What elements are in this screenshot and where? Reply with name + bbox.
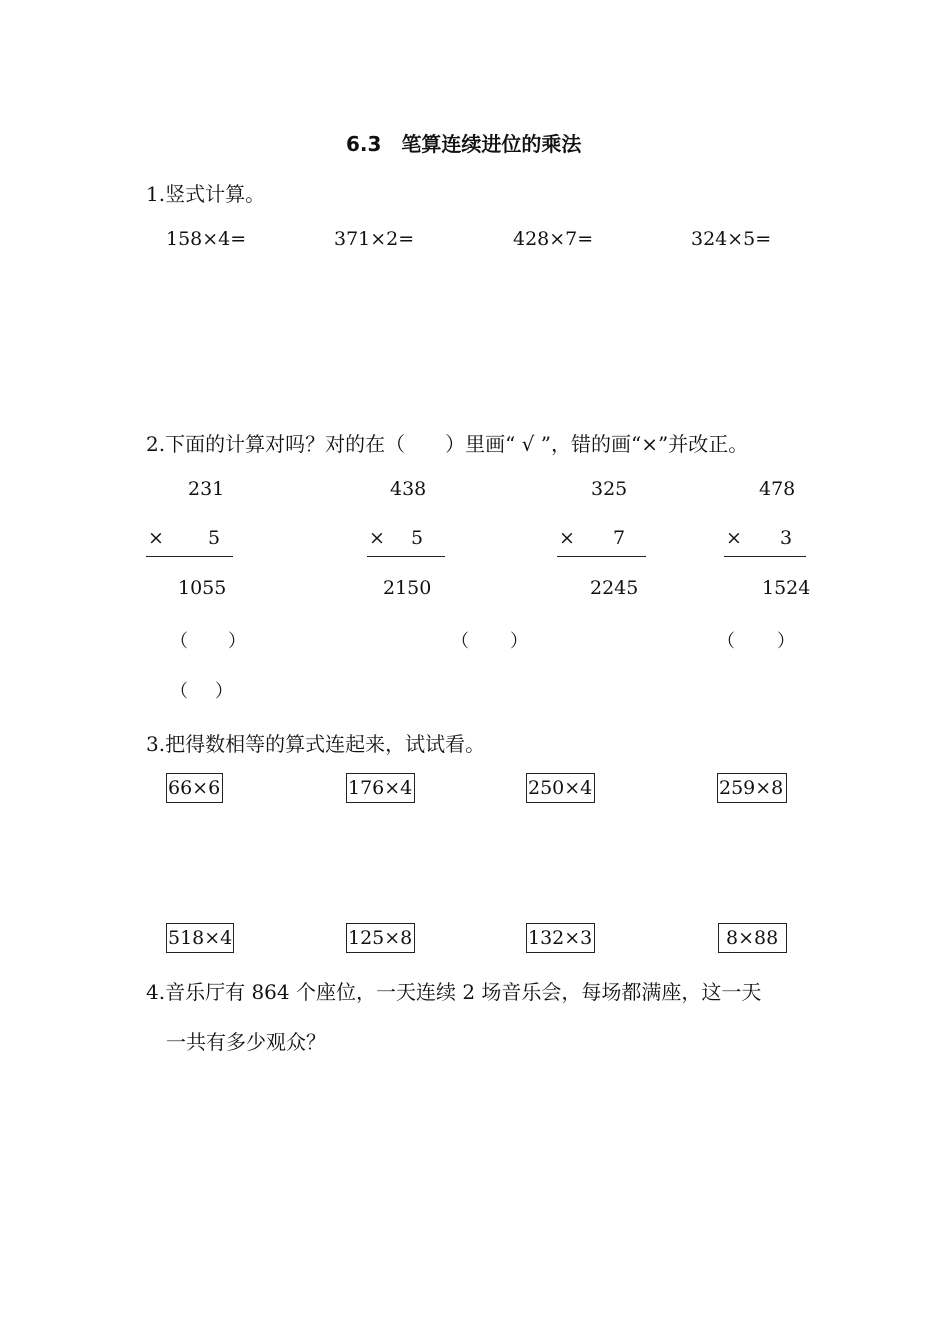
q2-heading: 2.下面的计算对吗？对的在（ ）里画“ √ ”，错的画“×”并改正。 [146,432,749,456]
q3-heading: 3.把得数相等的算式连起来，试试看。 [146,732,486,756]
expr-box-125x8[interactable]: 125×8 [346,923,415,953]
answer-paren-open-2: （ [451,631,469,652]
q1-item-2: 371×2= [334,228,415,250]
q2-p1-top: 231 [188,478,225,500]
q2-p4-digit: 3 [780,527,793,549]
expr-box-518x4[interactable]: 518×4 [166,923,234,953]
q2-p3-digit: 7 [613,527,626,549]
q1-item-1: 158×4= [166,228,247,250]
q4-line-2: 一共有多少观众？ [166,1030,326,1054]
q1-item-3: 428×7= [513,228,594,250]
q2-p1-result: 1055 [178,577,227,599]
answer-paren-close-2: ） [510,631,528,652]
answer-paren-open-4: （ [170,681,188,702]
q2-p3-top: 325 [591,478,628,500]
q4-line-1: 4.音乐厅有 864 个座位，一天连续 2 场音乐会，每场都满座，这一天 [146,980,762,1004]
expr-box-8x88[interactable]: 8×88 [718,923,787,953]
answer-paren-open-1: （ [170,631,188,652]
expr-box-259x8[interactable]: 259×8 [717,773,787,803]
times-sign: × [559,527,575,549]
q2-p2-multiplier [367,527,445,557]
q2-p2-result: 2150 [383,577,432,599]
times-sign: × [726,527,742,549]
page-title: 6.3 笔算连续进位的乘法 [346,132,582,156]
expr-box-66x6[interactable]: 66×6 [166,773,223,803]
q1-item-4: 324×5= [691,228,772,250]
q2-p4-multiplier [724,527,806,557]
times-sign: × [148,527,164,549]
q2-p4-result: 1524 [762,577,811,599]
q2-p1-multiplier [146,527,233,557]
q1-heading: 1.竖式计算。 [146,182,266,206]
q2-p4-top: 478 [759,478,796,500]
q2-p1-digit: 5 [208,527,221,549]
q2-p2-top: 438 [390,478,427,500]
times-sign: × [369,527,385,549]
expr-box-250x4[interactable]: 250×4 [526,773,595,803]
answer-paren-open-3: （ [717,631,735,652]
answer-paren-close-1: ） [228,631,246,652]
answer-paren-close-4: ） [215,681,233,702]
q2-p3-result: 2245 [590,577,639,599]
q2-p3-multiplier [557,527,646,557]
q2-p2-digit: 5 [411,527,424,549]
expr-box-176x4[interactable]: 176×4 [346,773,415,803]
expr-box-132x3[interactable]: 132×3 [526,923,595,953]
answer-paren-close-3: ） [777,631,795,652]
